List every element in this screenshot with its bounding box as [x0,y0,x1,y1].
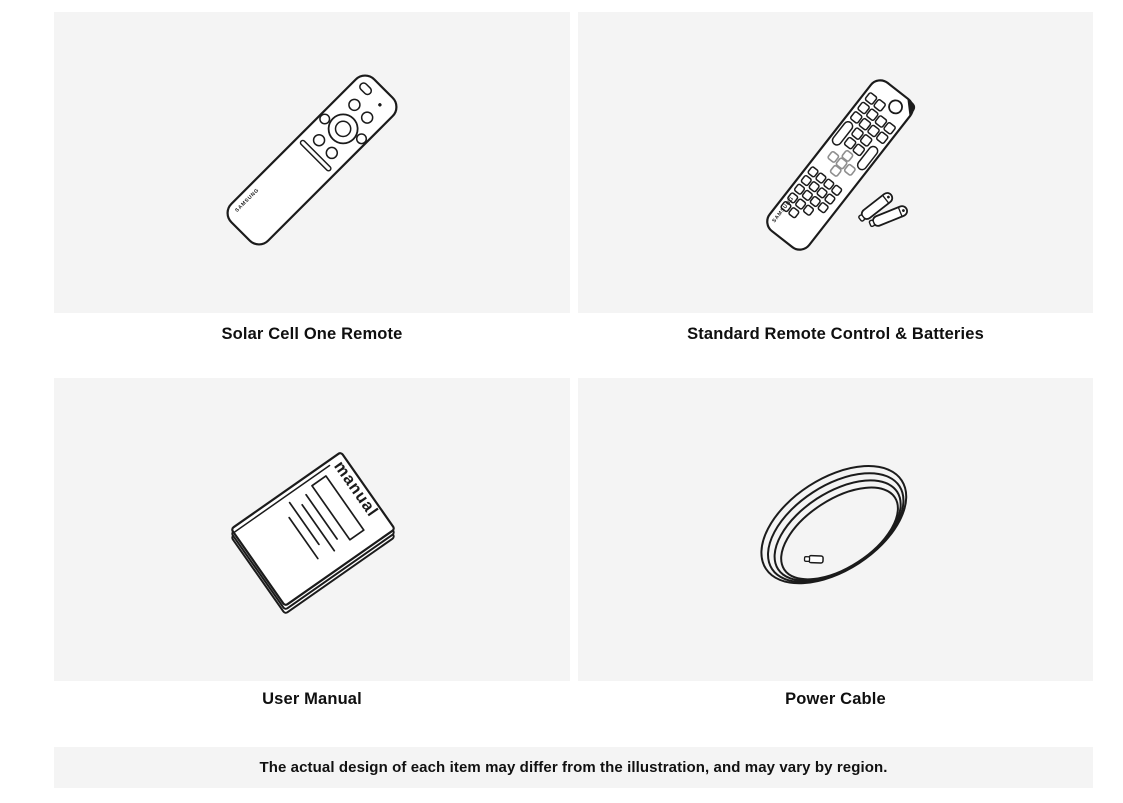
footer-note-text: The actual design of each item may differ from the illustration, and may vary by region. [259,759,888,776]
user-manual-illustration [54,378,570,681]
power-cable-icon [741,442,927,607]
standard-remote-icon [762,76,917,255]
item-caption-solar-remote: Solar Cell One Remote [221,325,403,343]
power-cable-illustration [578,378,1093,681]
cable-coil [741,442,927,607]
remote-body [762,76,917,255]
remote-body [222,70,402,250]
brand-text: SAMSUNG [771,195,796,225]
item-caption-power-cable: Power Cable [785,690,886,708]
item-card-user-manual [54,378,570,681]
item-caption-user-manual: User Manual [262,690,362,708]
item-card-standard-remote [578,12,1093,313]
standard-remote-illustration [578,12,1093,313]
brand-text: SAMSUNG [234,187,261,214]
footer-note-bar [54,747,1093,788]
manual-cover [231,452,395,606]
solar-remote-icon [222,70,402,250]
solar-remote-illustration [54,12,570,313]
manual-cover-text: manual [330,457,382,521]
item-caption-standard-remote: Standard Remote Control & Batteries [687,325,984,343]
cable-plug [804,555,823,563]
item-card-solar-remote [54,12,570,313]
item-card-power-cable [578,378,1093,681]
